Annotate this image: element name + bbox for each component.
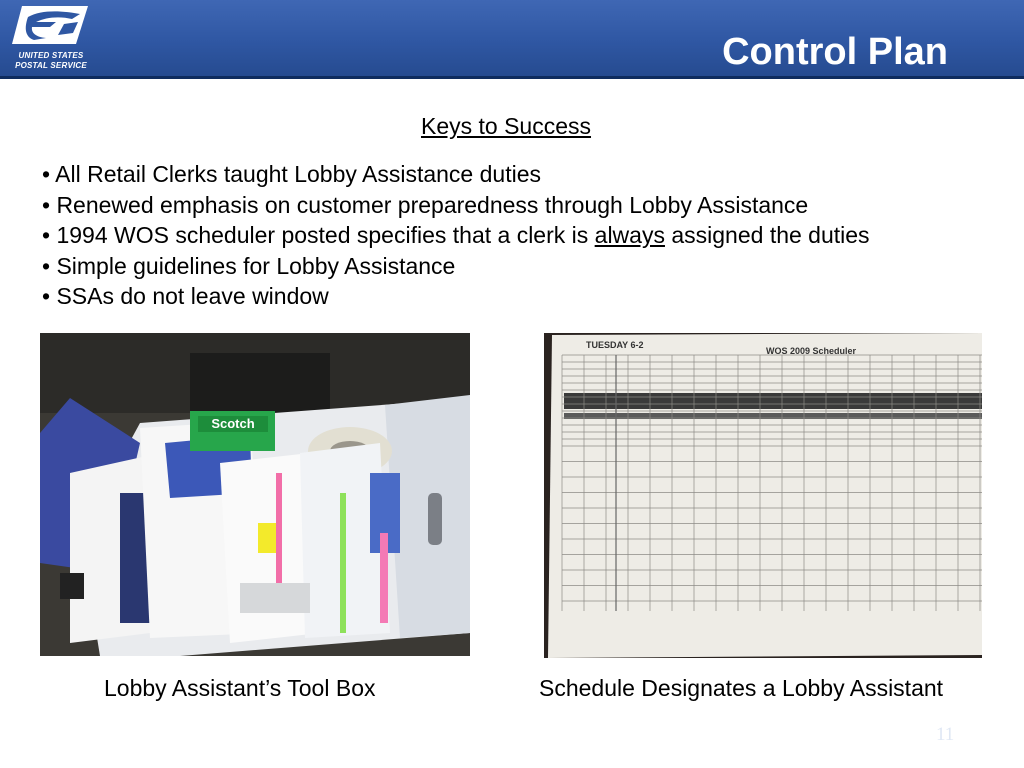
schedule-day: TUESDAY 6-2 <box>586 340 644 350</box>
schedule-caption: Schedule Designates a Lobby Assistant <box>539 675 944 701</box>
bullet-text: assigned the duties <box>664 222 870 248</box>
bullet-item: • SSAs do not leave window <box>42 283 329 309</box>
usps-logo <box>12 4 90 72</box>
eagle-logo-icon <box>12 4 90 48</box>
bullet-item: • All Retail Clerks taught Lobby Assistance duties <box>42 161 541 187</box>
tape-label: Scotch <box>211 416 255 431</box>
bullet-item <box>42 220 1002 251</box>
title-bar <box>0 0 1024 76</box>
section-heading: Keys to Success <box>420 113 592 139</box>
bullet-item: • Simple guidelines for Lobby Assistance <box>42 252 456 279</box>
schedule-photo <box>544 333 982 658</box>
emphasis-text: always <box>594 222 665 248</box>
bullet-item: • Renewed emphasis on customer preparedness through Lobby Assistance <box>42 191 809 218</box>
toolbox-caption: Lobby Assistant’s Tool Box <box>104 675 376 701</box>
schedule-title: WOS 2009 Scheduler <box>766 346 857 356</box>
header-divider <box>0 76 1024 79</box>
logo-text-line-2: POSTAL SERVICE <box>15 61 87 70</box>
keys-list <box>42 159 1002 312</box>
page-title: Control Plan <box>722 31 948 73</box>
toolbox-photo <box>40 333 470 656</box>
bullet-text: • 1994 WOS scheduler posted specifies that a clerk is <box>42 222 595 248</box>
page-number: 11 <box>936 724 955 745</box>
logo-text-line-1: UNITED STATES <box>18 51 84 60</box>
